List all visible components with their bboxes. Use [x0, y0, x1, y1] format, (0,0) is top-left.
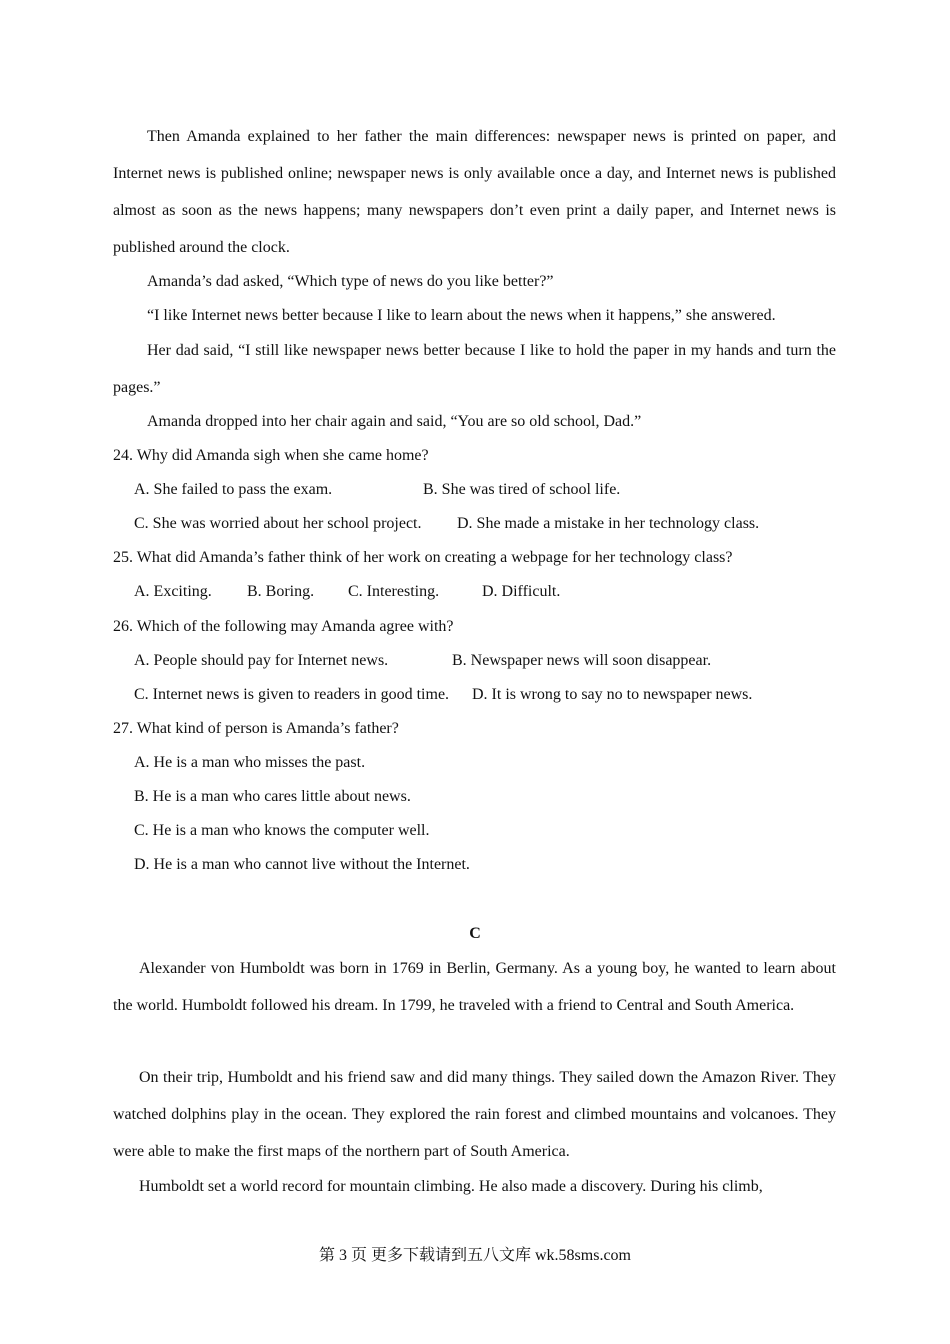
question-24-option-c: C. She was worried about her school project.: [134, 515, 422, 532]
passage-c-paragraph-2: On their trip, Humboldt and his friend saw and did many things. They sailed down the Amazon River. They watched dolphins play in the ocean. They explored the rain forest and climbed mountains and volcanoes. They were able to make the first maps of the northern part of South America.: [113, 1069, 836, 1160]
question-26-option-d: D. It is wrong to say no to newspaper news.: [472, 686, 753, 703]
section-heading-c: C: [469, 925, 481, 942]
question-24-option-a: A. She failed to pass the exam.: [134, 481, 333, 498]
question-24-option-b: B. She was tired of school life.: [423, 481, 621, 498]
question-27-option-d: D. He is a man who cannot live without the Internet.: [134, 856, 470, 873]
question-26-stem: 26. Which of the following may Amanda agree with?: [113, 618, 454, 635]
question-27-option-a: A. He is a man who misses the past.: [134, 754, 366, 771]
question-25-stem: 25. What did Amanda’s father think of her work on creating a webpage for her technology class?: [113, 549, 733, 566]
question-27-stem: 27. What kind of person is Amanda’s father?: [113, 720, 399, 737]
page-footer: 第 3 页 更多下载请到五八文库 wk.58sms.com: [318, 1247, 631, 1264]
question-25-option-d: D. Difficult.: [482, 583, 561, 600]
question-25-option-c: C. Interesting.: [348, 583, 440, 600]
passage-b-paragraph-1: Then Amanda explained to her father the main differences: newspaper news is printed on paper, and Internet news is published online; newspaper news is only available once a day, and Internet news is published almost as soon as the news happens; many newspapers don’t even print a daily paper, and Internet news is published around the clock.: [113, 128, 836, 256]
question-24-option-d: D. She made a mistake in her technology class.: [457, 515, 760, 532]
question-26-option-c: C. Internet news is given to readers in good time.: [134, 686, 450, 703]
passage-b-paragraph-3: “I like Internet news better because I like to learn about the news when it happens,” she answered.: [147, 307, 776, 324]
passage-b-paragraph-2: Amanda’s dad asked, “Which type of news do you like better?”: [147, 273, 554, 290]
question-26-option-a: A. People should pay for Internet news.: [134, 652, 389, 669]
question-24-stem: 24. Why did Amanda sigh when she came home?: [113, 447, 429, 464]
question-25-option-b: B. Boring.: [247, 583, 315, 600]
question-26-option-b: B. Newspaper news will soon disappear.: [452, 652, 712, 669]
passage-c-paragraph-1: Alexander von Humboldt was born in 1769 in Berlin, Germany. As a young boy, he wanted to learn about the world. Humboldt followed his dream. In 1799, he traveled with a friend to Central and South America.: [113, 960, 836, 1014]
passage-b-paragraph-4: Her dad said, “I still like newspaper news better because I like to hold the paper in my hands and turn the pages.”: [113, 342, 836, 396]
question-27-option-c: C. He is a man who knows the computer well.: [134, 822, 430, 839]
passage-c-paragraph-3: Humboldt set a world record for mountain climbing. He also made a discovery. During his climb,: [139, 1178, 763, 1195]
question-27-option-b: B. He is a man who cares little about news.: [134, 788, 411, 805]
question-25-option-a: A. Exciting.: [134, 583, 212, 600]
passage-b-paragraph-5: Amanda dropped into her chair again and said, “You are so old school, Dad.”: [147, 413, 642, 430]
